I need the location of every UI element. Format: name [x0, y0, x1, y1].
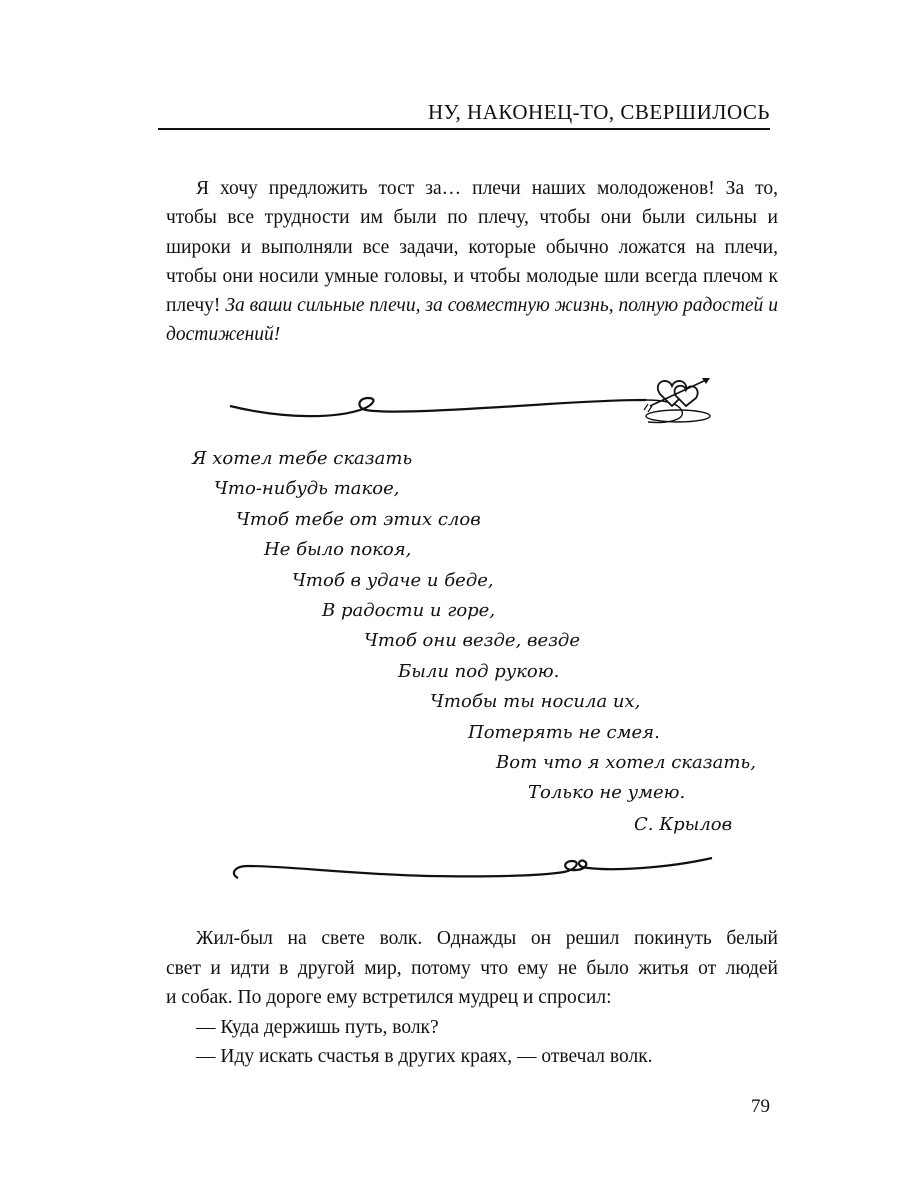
story-line: Жил-был на свете волк. Однажды он решил покинуть белый [196, 928, 778, 949]
story-line: и собак. По дороге ему встретился мудрец и спросил: [166, 987, 612, 1008]
story-line: свет и идти в другой мир, потому что ему не было житья от людей [166, 957, 778, 979]
ornament-divider-top [228, 372, 718, 432]
poem-author: С. Крылов [634, 814, 733, 835]
ornament-divider-bottom [228, 852, 718, 892]
poem-line: Вот что я хотел сказать, [496, 752, 756, 773]
poem-line: Не было покоя, [264, 539, 412, 561]
poem-line: Я хотел тебе сказать [192, 448, 413, 469]
dialog-line: — Иду искать счастья в других краях, — отвечал волк. [196, 1046, 653, 1067]
toast-italic: За ваши сильные плечи, за совместную жизнь, полную радостей и достижений! [166, 295, 778, 346]
poem-line: Чтоб тебе от этих слов [236, 508, 481, 530]
poem-line: Были под рукою. [398, 660, 560, 682]
poem-line: Чтобы ты носила их, [430, 691, 641, 713]
poem-line: Что-нибудь такое, [214, 478, 400, 500]
running-head [158, 98, 770, 130]
poem-line: Только не умею. [528, 782, 686, 804]
poem-line: Потерять не смея. [468, 721, 660, 743]
poem-line: Чтоб они везде, везде [364, 630, 580, 652]
toast-text: Я хочу предложить тост за… плечи наших молодоженов! За то, чтобы все трудности им были по плечу, чтобы они были сильны и широки и выполняли все задачи, которые обычно ложатся на плечи, чтобы они носили умные головы, и чтобы молодые шли всегда плечом к плечу! [166, 178, 778, 317]
dialog-line: — Куда держишь путь, волк? [196, 1016, 439, 1038]
wolf-story [166, 924, 778, 1072]
page-number: 79 [751, 1096, 770, 1117]
toast-paragraph [166, 174, 778, 350]
poem-line: Чтоб в удаче и беде, [292, 569, 494, 591]
poem-line: В радости и горе, [322, 600, 496, 621]
chapter-title: НУ, НАКОНЕЦ-ТО, СВЕРШИЛОСЬ [427, 100, 770, 124]
